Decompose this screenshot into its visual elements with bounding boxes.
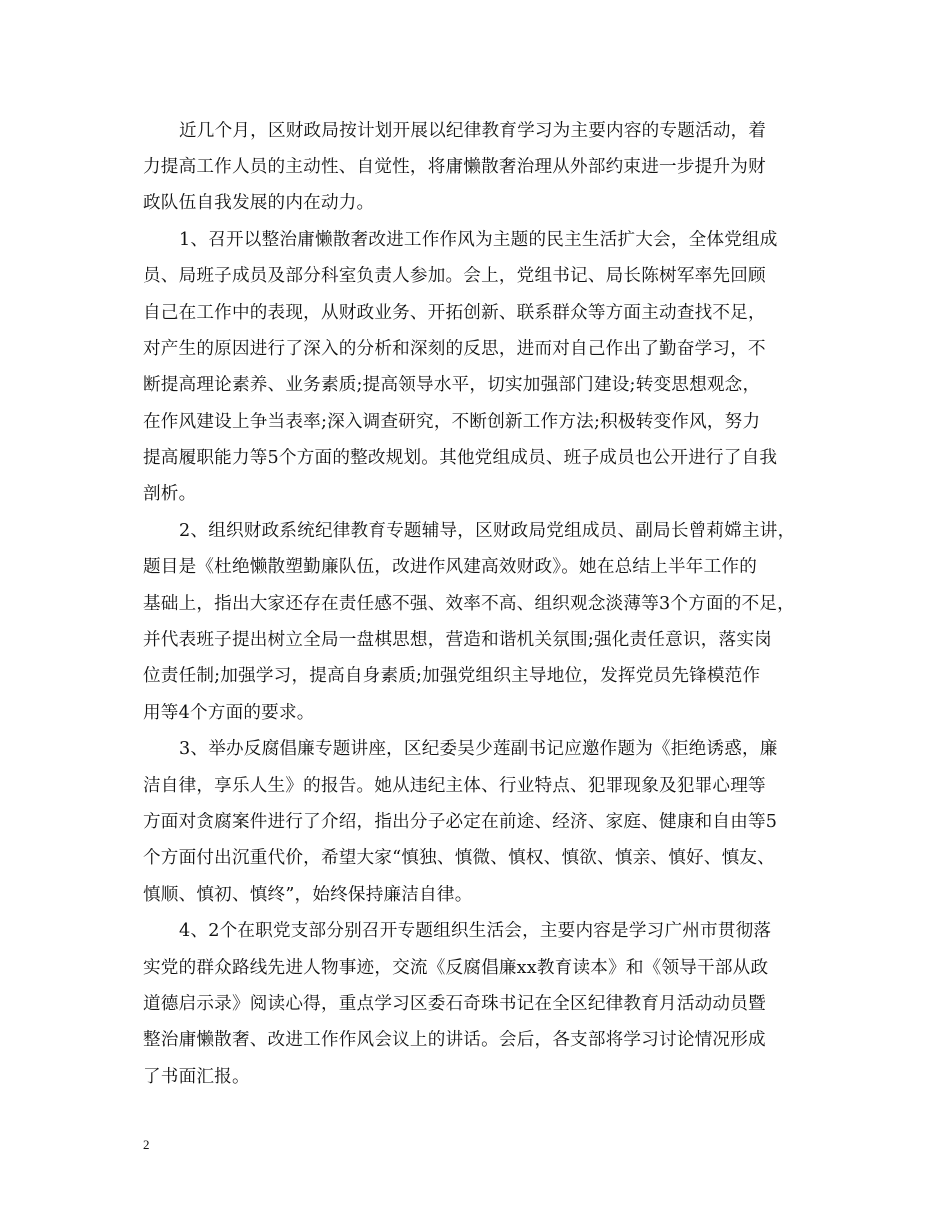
text-line: 3、举办反腐倡廉专题讲座，区纪委吴少莲副书记应邀作题为《拒绝诱惑，廉 — [179, 739, 778, 759]
text-line: 整治庸懒散奢、改进工作作风会议上的讲话。会后，各支部将学习讨论情况形成 — [143, 1030, 766, 1050]
text-line: 位责任制;加强学习，提高自身素质;加强党组织主导地位，发挥党员先锋模范作 — [143, 666, 761, 686]
text-line: 实党的群众路线先进人物事迹，交流《反腐倡廉xx教育读本》和《领导干部从政 — [143, 958, 769, 978]
text-line: 方面对贪腐案件进行了介绍，指出分子必定在前途、经济、家庭、健康和自由等5 — [143, 812, 778, 832]
text-line: 了书面汇报。 — [143, 1067, 250, 1087]
text-line: 1、召开以整治庸懒散奢改进工作作风为主题的民主生活扩大会，全体党组成 — [179, 230, 778, 250]
text-line: 道德启示录》阅读心得，重点学习区委石奇珠书记在全区纪律教育月活动动员暨 — [143, 994, 766, 1014]
text-line: 剖析。 — [143, 484, 197, 504]
text-line: 近几个月，区财政局按计划开展以纪律教育学习为主要内容的专题活动，着 — [179, 121, 767, 141]
page-number: 2 — [143, 1137, 150, 1152]
text-line: 自己在工作中的表现，从财政业务、开拓创新、联系群众等方面主动查找不足， — [143, 303, 766, 323]
text-line: 提高履职能力等5个方面的整改规划。其他党组成员、班子成员也公开进行了自我 — [143, 448, 778, 468]
text-line: 4、2个在职党支部分别召开专题组织生活会，主要内容是学习广州市贯彻落 — [179, 921, 772, 941]
text-line: 个方面付出沉重代价，希望大家“慎独、慎微、慎权、慎欲、慎亲、慎好、慎友、 — [143, 848, 775, 868]
text-line: 断提高理论素养、业务素质;提高领导水平，切实加强部门建设;转变思想观念， — [143, 375, 761, 395]
text-line: 用等4个方面的要求。 — [143, 703, 315, 723]
text-line: 基础上，指出大家还存在责任感不强、效率不高、组织观念淡薄等3个方面的不足， — [143, 594, 795, 614]
text-line: 政队伍自我发展的内在动力。 — [143, 193, 375, 213]
text-line: 在作风建设上争当表率;深入调查研究，不断创新工作方法;积极转变作风，努力 — [143, 412, 761, 432]
text-line: 力提高工作人员的主动性、自觉性，将庸懒散奢治理从外部约束进一步提升为财 — [143, 157, 766, 177]
text-line: 对产生的原因进行了深入的分析和深刻的反思，进而对自己作出了勤奋学习，不 — [143, 339, 766, 359]
text-line: 并代表班子提出树立全局一盘棋思想，营造和谐机关氛围;强化责任意识，落实岗 — [143, 630, 772, 650]
text-line: 慎顺、慎初、慎终”，始终保持廉洁自律。 — [143, 885, 473, 905]
text-line: 题目是《杜绝懒散塑勤廉队伍，改进作风建高效财政》。她在总结上半年工作的 — [143, 557, 757, 577]
text-line: 2、组织财政系统纪律教育专题辅导，区财政局党组成员、副局长曾莉嫦主讲， — [179, 521, 796, 541]
text-line: 员、局班子成员及部分科室负责人参加。会上，党组书记、局长陈树军率先回顾 — [143, 266, 766, 286]
text-line: 洁自律，享乐人生》的报告。她从违纪主体、行业特点、犯罪现象及犯罪心理等 — [143, 776, 766, 796]
